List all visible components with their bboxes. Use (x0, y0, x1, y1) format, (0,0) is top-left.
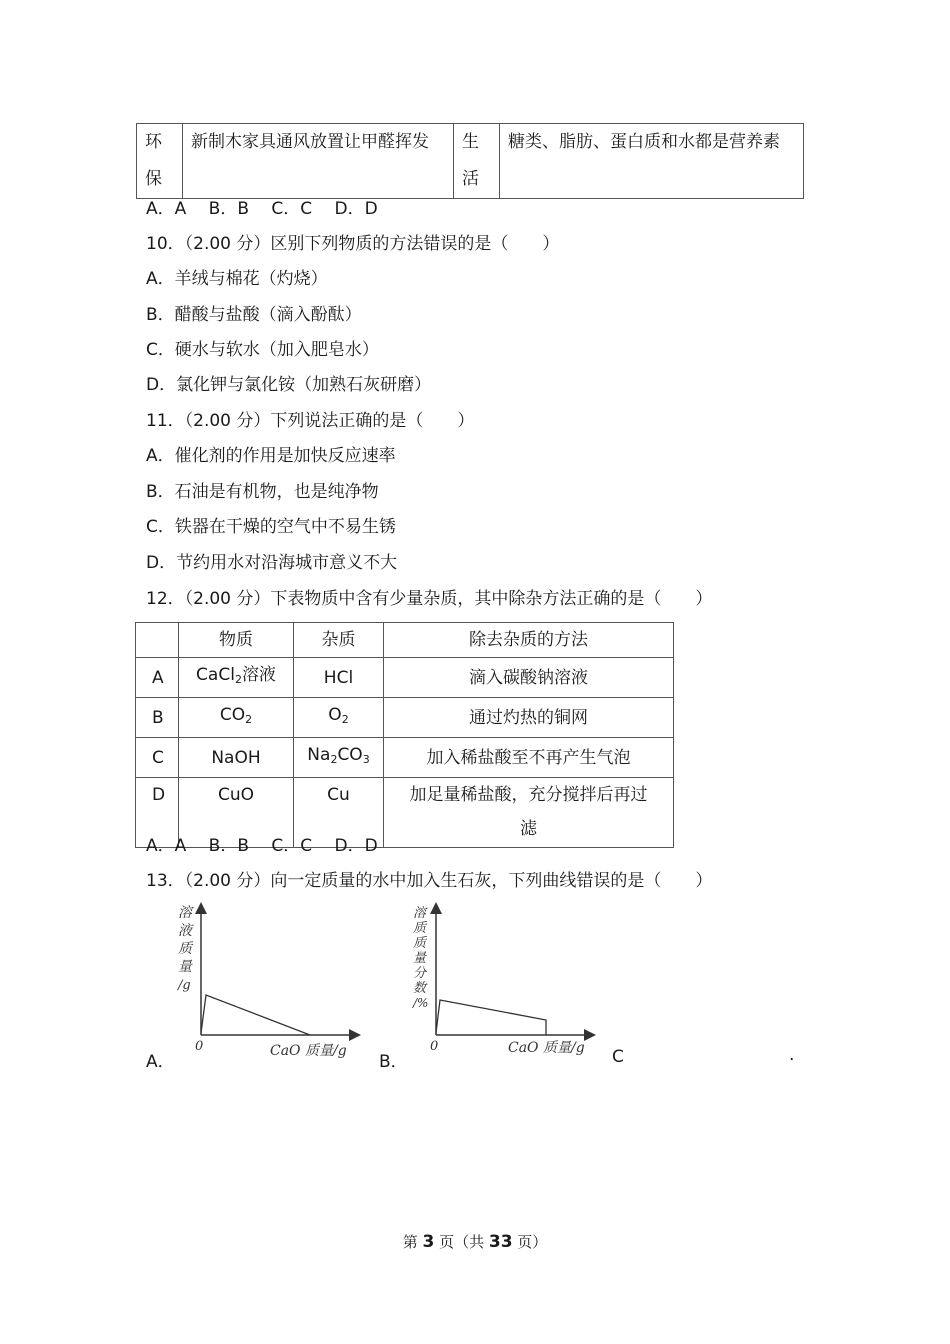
row-impurity: Cu (294, 778, 384, 848)
table-row (136, 738, 674, 778)
table-cell-category: 生活 (454, 124, 500, 199)
table-cell-content: 糖类、脂肪、蛋白质和水都是营养素 (500, 124, 804, 199)
page-number: 3 (422, 1232, 435, 1252)
table-header-cell: 除去杂质的方法 (384, 623, 674, 658)
row-method: 加入稀盐酸至不再产生气泡 (384, 738, 674, 778)
q11-option-a: A．催化剂的作用是加快反应速率 (146, 446, 396, 466)
y-label-char: 质 (413, 936, 427, 951)
row-label: C (136, 738, 179, 778)
row-impurity: HCl (294, 658, 384, 698)
curve-line (201, 995, 310, 1035)
q11-option-d: D．节约用水对沿海城市意义不大 (146, 553, 398, 573)
q13-option-a-label: A． (146, 1052, 175, 1072)
y-label-char: 质 (178, 941, 192, 957)
q10-option-a: A．羊绒与棉花（灼烧） (146, 269, 328, 289)
y-label-char: 溶 (413, 906, 427, 921)
row-impurity: $Na_2CO_3$ (294, 738, 384, 778)
y-label-char: 分 (413, 966, 427, 981)
y-label-char: 量 (413, 951, 427, 966)
table-header-cell: 物质 (179, 623, 294, 658)
q12-table (135, 622, 674, 848)
row-substance: NaOH (179, 738, 294, 778)
row-method: 通过灼热的铜网 (384, 698, 674, 738)
table-row (136, 698, 674, 738)
table-header-cell: 杂质 (294, 623, 384, 658)
graph-a (170, 900, 370, 1065)
y-label-char: 质 (413, 921, 427, 936)
y-label-char: 量 (178, 959, 192, 975)
row-impurity: $O_2$ (294, 698, 384, 738)
row-label: A (136, 658, 179, 698)
row-method: 加足量稀盐酸，充分搅拌后再过 滤 (384, 778, 674, 848)
q12-options: A．A B．B C．C D．D (146, 836, 378, 856)
table-cell-content: 新制木家具通风放置让甲醛挥发 (183, 124, 454, 199)
x-label: CaO 质量/g (270, 1043, 347, 1059)
q11-stem: 11．（2.00 分）下列说法正确的是（ ） (146, 411, 475, 431)
graph-b (405, 900, 605, 1065)
origin-label: 0 (195, 1039, 204, 1054)
y-label-char: /g (178, 978, 191, 993)
y-label-char: 数 (413, 981, 427, 996)
y-label-char: 液 (178, 923, 192, 939)
q13-trailing-dot: . (789, 1045, 795, 1065)
curve-line (436, 1000, 546, 1035)
y-label-char: /% (413, 996, 429, 1010)
q11-option-c: C．铁器在干燥的空气中不易生锈 (146, 517, 396, 537)
page-footer: 第 3 页（共 33 页） (402, 1232, 548, 1252)
q12-stem: 12．（2.00 分）下表物质中含有少量杂质，其中除杂方法正确的是（ ） (146, 589, 713, 609)
row-label: B (136, 698, 179, 738)
q9-options: A．A B．B C．C D．D (146, 199, 378, 219)
q10-option-c: C．硬水与软水（加入肥皂水） (146, 340, 379, 360)
q11-option-b: B．石油是有机物，也是纯净物 (146, 482, 379, 502)
table-header-row (136, 623, 674, 658)
q10-stem: 10．（2.00 分）区别下列物质的方法错误的是（ ） (146, 234, 560, 254)
row-label: D (136, 778, 179, 848)
q13-option-b-label: B． (379, 1052, 408, 1072)
table-header-cell (136, 623, 179, 658)
page-total: 33 (488, 1232, 513, 1252)
row-substance: $CO_2$ (179, 698, 294, 738)
q13-option-c-label: C (612, 1047, 624, 1067)
q10-option-d: D．氯化钾与氯化铵（加熟石灰研磨） (146, 375, 432, 395)
row-substance: CuO (179, 778, 294, 848)
origin-label: 0 (430, 1039, 439, 1054)
q13-stem: 13．（2.00 分）向一定质量的水中加入生石灰，下列曲线错误的是（ ） (146, 871, 713, 891)
y-label-char: 溶 (178, 905, 192, 921)
x-label: CaO 质量/g (508, 1040, 585, 1056)
top-table (136, 123, 804, 199)
row-substance: CaCl$_2$溶液 (179, 658, 294, 698)
row-method: 滴入碳酸钠溶液 (384, 658, 674, 698)
table-cell-category: 环保 (137, 124, 183, 199)
table-row (136, 658, 674, 698)
q10-option-b: B．醋酸与盐酸（滴入酚酞） (146, 305, 362, 325)
